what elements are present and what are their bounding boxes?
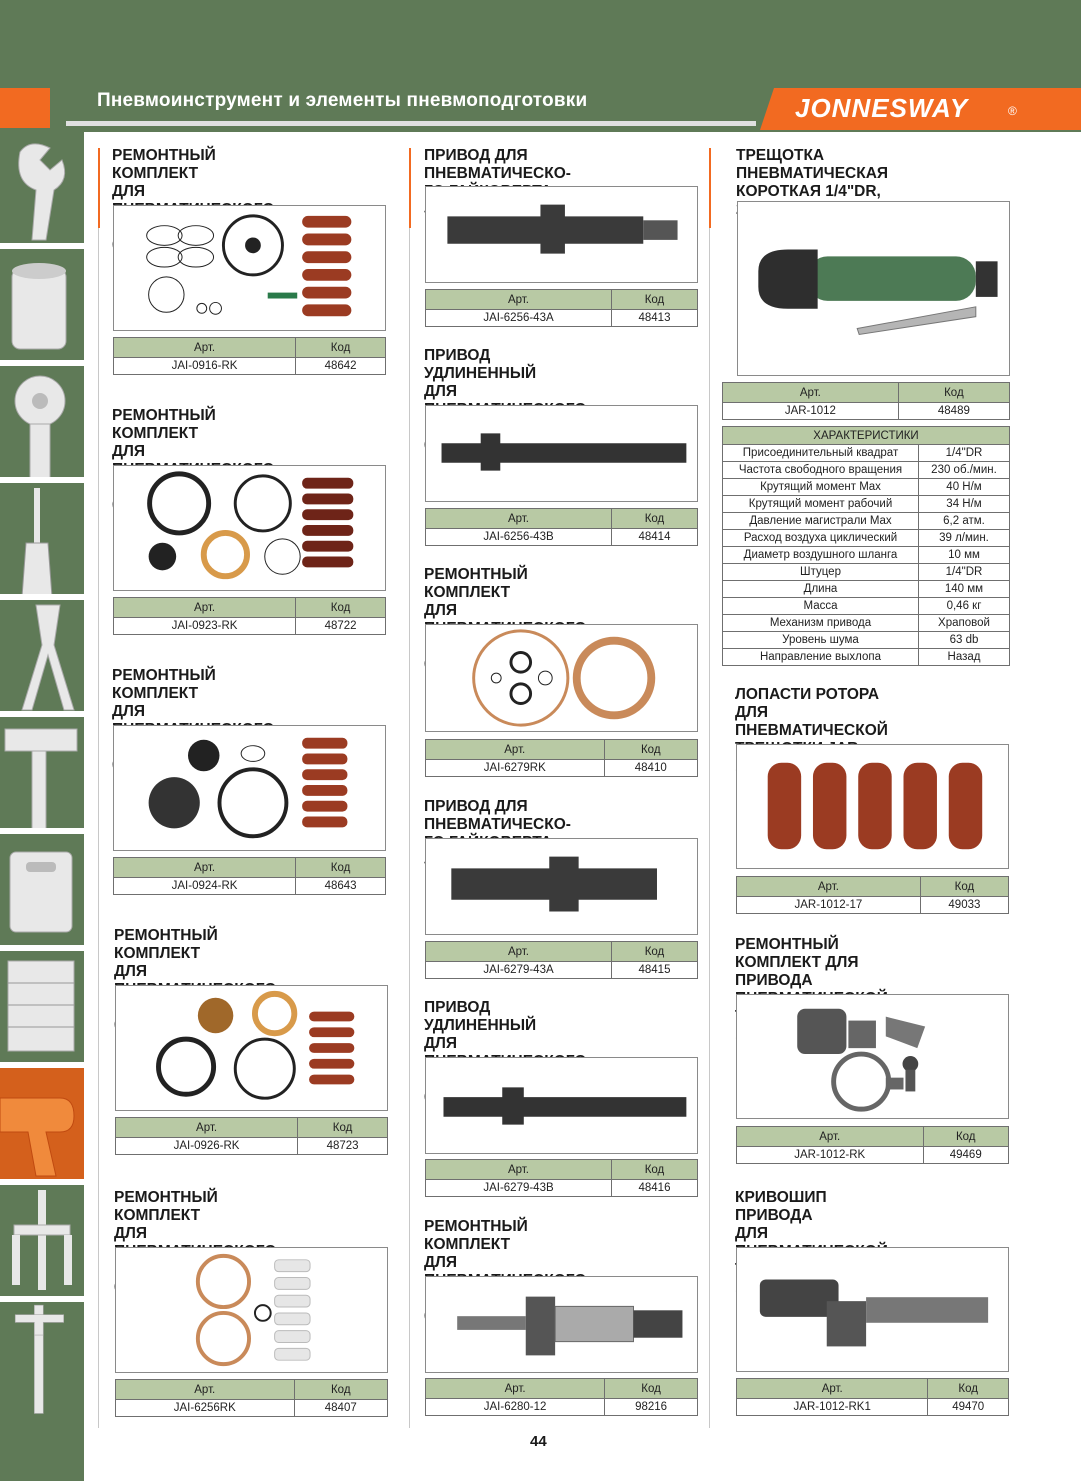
spec-key: Диаметр воздушного шланга (723, 547, 919, 564)
art-header: Арт. (116, 1118, 298, 1138)
sidebar-item-hammers[interactable] (0, 717, 84, 831)
code-header: Код (611, 509, 697, 529)
art-value: JAR-1012 (723, 403, 899, 420)
code-header: Код (923, 1127, 1009, 1147)
art-value: JAR-1012-RK1 (737, 1399, 928, 1416)
code-header: Код (605, 1379, 698, 1399)
art-header: Арт. (737, 1127, 924, 1147)
art-header: Арт. (426, 740, 605, 760)
spec-value: 140 мм (919, 581, 1010, 598)
spec-key: Направление выхлопа (723, 649, 919, 666)
art-value: JAI-0924-RK (114, 878, 296, 895)
spec-value: 10 мм (919, 547, 1010, 564)
code-value: 49470 (928, 1399, 1009, 1416)
product-table (113, 337, 386, 375)
art-header: Арт. (426, 1160, 612, 1180)
spec-value: 1/4"DR (919, 564, 1010, 581)
product-title: РЕМОНТНЫЙ КОМПЛЕКТ ДЛЯ (112, 407, 216, 460)
art-value: JAR-1012-17 (737, 897, 921, 914)
spec-key: Частота свободного вращения (723, 462, 919, 479)
code-value: 48723 (298, 1138, 388, 1155)
code-header: Код (928, 1379, 1009, 1399)
air-tool-icon (0, 1068, 84, 1182)
column-divider (409, 228, 410, 1428)
product-table (115, 1379, 388, 1417)
sidebar-item-cases[interactable] (0, 834, 84, 948)
code-header: Код (611, 290, 697, 310)
product-image (425, 405, 698, 502)
product-title: РЕМОНТНЫЙ КОМПЛЕКТ ДЛЯ (424, 566, 528, 619)
code-header: Код (611, 942, 697, 962)
spec-value: 1/4"DR (919, 445, 1010, 462)
product-table (736, 1126, 1009, 1164)
specs-table (722, 426, 1010, 666)
brand-logo: JONNESWAY (795, 93, 969, 123)
product-image (425, 838, 698, 935)
sidebar-item-ratchets[interactable] (0, 366, 84, 480)
sidebar-item-pliers[interactable] (0, 600, 84, 714)
code-header: Код (296, 858, 386, 878)
column-divider (709, 228, 710, 1428)
column-accent-line (98, 148, 100, 228)
product-title: ПРИВОД УДЛИНЕННЫЙ ДЛЯ (424, 999, 537, 1052)
code-value: 98216 (605, 1399, 698, 1416)
spec-value: 230 об./мин. (919, 462, 1010, 479)
code-value: 48415 (611, 962, 697, 979)
art-header: Арт. (426, 942, 612, 962)
code-header: Код (296, 598, 386, 618)
art-value: JAI-6279-43B (426, 1180, 612, 1197)
product-image (115, 985, 388, 1111)
spec-value: Назад (919, 649, 1010, 666)
spec-key: Давление магистрали Max (723, 513, 919, 530)
code-header: Код (604, 740, 697, 760)
art-value: JAI-6279RK (426, 760, 605, 777)
art-value: JAI-0916-RK (114, 358, 296, 375)
product-table (722, 382, 1010, 420)
product-table (425, 941, 698, 979)
sidebar-item-sockets[interactable] (0, 249, 84, 363)
art-value: JAI-0926-RK (116, 1138, 298, 1155)
code-value: 48410 (604, 760, 697, 777)
product-table (425, 289, 698, 327)
code-header: Код (296, 338, 386, 358)
art-value: JAI-6256-43B (426, 529, 612, 546)
product-image (425, 1276, 698, 1373)
product-title: РЕМОНТНЫЙ КОМПЛЕКТ ДЛЯ (112, 147, 216, 200)
code-value: 48722 (296, 618, 386, 635)
art-header: Арт. (114, 858, 296, 878)
code-value: 48416 (611, 1180, 697, 1197)
product-image (115, 1247, 388, 1373)
product-image (113, 725, 386, 851)
product-image (425, 1057, 698, 1154)
spec-key: Расход воздуха циклический (723, 530, 919, 547)
code-value: 48407 (294, 1400, 387, 1417)
product-title: РЕМОНТНЫЙ КОМПЛЕКТ ДЛЯ (424, 1218, 528, 1271)
spec-key: Крутящий момент рабочий (723, 496, 919, 513)
spec-value: 63 db (919, 632, 1010, 649)
socket-icon (0, 249, 84, 363)
product-image (737, 201, 1010, 376)
code-value: 48642 (296, 358, 386, 375)
sidebar-item-wrenches[interactable] (0, 132, 84, 246)
spec-value: 6,2 атм. (919, 513, 1010, 530)
spec-key: Уровень шума (723, 632, 919, 649)
product-image (736, 1247, 1009, 1372)
product-table (113, 857, 386, 895)
spec-value: 40 Н/м (919, 479, 1010, 496)
sidebar-item-air-tools[interactable] (0, 1068, 84, 1182)
product-title: РЕМОНТНЫЙ КОМПЛЕКТ ДЛЯ (112, 667, 216, 720)
product-table (425, 508, 698, 546)
code-header: Код (898, 383, 1009, 403)
art-value: JAI-0923-RK (114, 618, 296, 635)
product-image (425, 186, 698, 283)
code-value: 48489 (898, 403, 1009, 420)
puller-icon (0, 1185, 84, 1299)
spec-key: Масса (723, 598, 919, 615)
art-value: JAI-6256-43A (426, 310, 612, 327)
product-title: ПРИВОД УДЛИНЕННЫЙ ДЛЯ (424, 347, 537, 400)
header-underline (66, 121, 756, 126)
column-divider (98, 228, 99, 1428)
art-value: JAI-6256RK (116, 1400, 295, 1417)
code-header: Код (611, 1160, 697, 1180)
art-header: Арт. (114, 338, 296, 358)
ratchet-icon (0, 366, 84, 480)
code-value: 49469 (923, 1147, 1009, 1164)
product-title: ПРИВОД ДЛЯ ПНЕВМАТИЧЕСКО- (424, 147, 571, 182)
spec-value: Храповой (919, 615, 1010, 632)
art-header: Арт. (737, 877, 921, 897)
code-header: Код (294, 1380, 387, 1400)
header-accent-block (0, 88, 50, 128)
product-table (425, 739, 698, 777)
art-header: Арт. (426, 290, 612, 310)
caliper-icon (0, 1302, 84, 1416)
product-image (425, 624, 698, 732)
sidebar-item-pullers[interactable] (0, 1185, 84, 1299)
wrench-icon (0, 132, 84, 246)
spec-key: Штуцер (723, 564, 919, 581)
art-header: Арт. (737, 1379, 928, 1399)
product-title: ПРИВОД ДЛЯ ПНЕВМАТИЧЕСКО- (424, 798, 571, 833)
code-value: 48414 (611, 529, 697, 546)
product-image (113, 465, 386, 591)
product-image (113, 205, 386, 331)
spec-key: Присоединительный квадрат (723, 445, 919, 462)
screwdriver-icon (0, 483, 84, 597)
spec-key: Длина (723, 581, 919, 598)
specs-header: ХАРАКТЕРИСТИКИ (723, 427, 1010, 445)
art-header: Арт. (114, 598, 296, 618)
product-title: КРИВОШИП ПРИВОДА ДЛЯ (735, 1189, 827, 1242)
spec-key: Механизм привода (723, 615, 919, 632)
toolcase-icon (0, 834, 84, 948)
category-sidebar (0, 132, 84, 1481)
pliers-icon (0, 600, 84, 714)
column-accent-line (709, 148, 711, 228)
product-table (736, 876, 1009, 914)
art-header: Арт. (426, 509, 612, 529)
registered-mark: ® (1008, 104, 1017, 118)
code-header: Код (920, 877, 1008, 897)
spec-value: 34 Н/м (919, 496, 1010, 513)
product-title: РЕМОНТНЫЙ КОМПЛЕКТ ДЛЯ (114, 1189, 218, 1242)
product-title: ЛОПАСТИ РОТОРА ДЛЯ ПНЕВМАТИЧЕСКОЙ (735, 686, 888, 739)
product-table (425, 1159, 698, 1197)
sidebar-item-measuring[interactable] (0, 1302, 84, 1481)
product-title: ТРЕЩОТКА ПНЕВМАТИЧЕСКАЯ КОРОТКАЯ 1/4"DR, (736, 147, 889, 200)
product-table (425, 1378, 698, 1416)
product-image (736, 744, 1009, 869)
product-table (736, 1378, 1009, 1416)
art-header: Арт. (116, 1380, 295, 1400)
spec-value: 0,46 кг (919, 598, 1010, 615)
product-title: РЕМОНТНЫЙ КОМПЛЕКТ ДЛЯ (114, 927, 218, 980)
hammer-icon (0, 717, 84, 831)
product-table (113, 597, 386, 635)
column-accent-line (409, 148, 411, 228)
code-header: Код (298, 1118, 388, 1138)
code-value: 48643 (296, 878, 386, 895)
art-header: Арт. (426, 1379, 605, 1399)
art-value: JAI-6279-43A (426, 962, 612, 979)
product-table (115, 1117, 388, 1155)
code-value: 48413 (611, 310, 697, 327)
tool-cabinet-icon (0, 951, 84, 1065)
art-header: Арт. (723, 383, 899, 403)
code-value: 49033 (920, 897, 1008, 914)
spec-key: Крутящий момент Max (723, 479, 919, 496)
section-title: Пневмоинструмент и элементы пневмоподготовки (97, 90, 588, 111)
product-title: РЕМОНТНЫЙ КОМПЛЕКТ ДЛЯ ПРИВОДА (735, 936, 859, 989)
sidebar-item-screwdrivers[interactable] (0, 483, 84, 597)
sidebar-item-cabinets[interactable] (0, 951, 84, 1065)
product-image (736, 994, 1009, 1119)
page-number: 44 (530, 1433, 547, 1450)
spec-value: 39 л/мин. (919, 530, 1010, 547)
art-value: JAI-6280-12 (426, 1399, 605, 1416)
art-value: JAR-1012-RK (737, 1147, 924, 1164)
